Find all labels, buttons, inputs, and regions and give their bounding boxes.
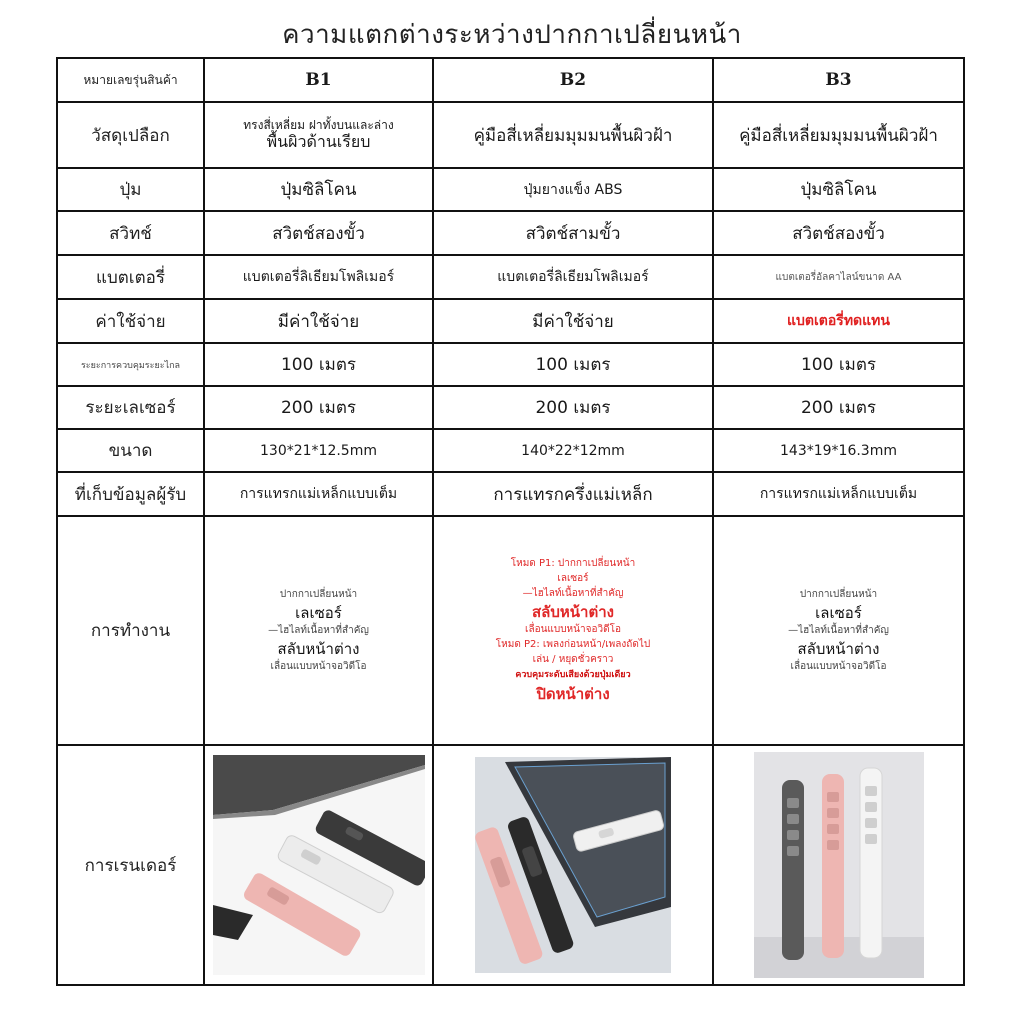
cell-b3: 100 เมตร — [713, 343, 964, 386]
cell-b2: 140*22*12mm — [433, 429, 713, 472]
cell-b2: มีค่าใช้จ่าย — [433, 299, 713, 343]
cell-b2: 200 เมตร — [433, 386, 713, 429]
model-b3: B3 — [713, 58, 964, 102]
table-row — [57, 102, 964, 168]
row-label: การเรนเดอร์ — [57, 745, 204, 985]
row-label: ปุ่ม — [57, 168, 204, 211]
cell-b1: มีค่าใช้จ่าย — [204, 299, 433, 343]
cell-b3: 200 เมตร — [713, 386, 964, 429]
op-line: ปากกาเปลี่ยนหน้า — [799, 588, 878, 600]
cell-b3: คู่มือสี่เหลี่ยมมุมมนพื้นผิวฝ้า — [713, 102, 964, 168]
op-line: สลับหน้าต่าง — [797, 639, 880, 658]
cell-b2: ปุ่มยางแข็ง ABS — [433, 168, 713, 211]
row-label: ค่าใช้จ่าย — [57, 299, 204, 343]
op-line: —ไฮไลท์เนื้อหาที่สำคัญ — [788, 624, 889, 636]
comparison-table — [56, 57, 965, 986]
cell-b1: 130*21*12.5mm — [204, 429, 433, 472]
cell-b3: การแทรกแม่เหล็กแบบเต็ม — [713, 472, 964, 516]
table-row — [57, 299, 964, 343]
op-line: ปิดหน้าต่าง — [536, 684, 610, 703]
table-row — [57, 168, 964, 211]
row-label: ระยะเลเซอร์ — [57, 386, 204, 429]
page-title: ความแตกต่างระหว่างปากกาเปลี่ยนหน้า — [282, 20, 742, 50]
op-line: สลับหน้าต่าง — [532, 603, 614, 622]
row-label: ระยะการควบคุมระยะไกล — [57, 343, 204, 386]
op-line: เลเซอร์ — [557, 573, 589, 585]
row-label: ขนาด — [57, 429, 204, 472]
render-b3 — [713, 745, 964, 985]
cell-b3: 143*19*16.3mm — [713, 429, 964, 472]
cell-b1-line2: พื้นผิวด้านเรียบ — [266, 132, 371, 151]
model-b2: B2 — [433, 58, 713, 102]
op-line: เลเซอร์ — [295, 603, 342, 622]
cell-b3: แบตเตอรี่ทดแทน — [713, 299, 964, 343]
cell-b1 — [204, 102, 433, 168]
row-label: ที่เก็บข้อมูลผู้รับ — [57, 472, 204, 516]
b1-pens-image — [213, 755, 425, 975]
row-label: สวิทช์ — [57, 211, 204, 255]
b2-pens-image — [475, 757, 671, 973]
render-row — [57, 745, 964, 985]
cell-b3: ปุ่มซิลิโคน — [713, 168, 964, 211]
header-label: หมายเลขรุ่นสินค้า — [57, 58, 204, 102]
cell-b3: แบตเตอรี่อัลคาไลน์ขนาด AA — [713, 255, 964, 299]
cell-b2: คู่มือสี่เหลี่ยมมุมมนพื้นผิวฝ้า — [433, 102, 713, 168]
operation-b2 — [433, 516, 713, 745]
cell-b2: 100 เมตร — [433, 343, 713, 386]
op-line: เลื่อนแบบหน้าจอวิดีโอ — [270, 660, 367, 672]
cell-b1: 100 เมตร — [204, 343, 433, 386]
operation-b3 — [713, 516, 964, 745]
header-row — [57, 58, 964, 102]
row-label: การทำงาน — [57, 516, 204, 745]
render-b2 — [433, 745, 713, 985]
op-line: เลเซอร์ — [815, 603, 862, 622]
cell-b2: การแทรกครึ่งแม่เหล็ก — [433, 472, 713, 516]
table-row — [57, 211, 964, 255]
operation-b1 — [204, 516, 433, 745]
row-label: แบตเตอรี่ — [57, 255, 204, 299]
cell-b2: แบตเตอรี่ลิเธียมโพลิเมอร์ — [433, 255, 713, 299]
op-line: เล่น / หยุดชั่วคราว — [532, 654, 614, 666]
op-line: โหมด P1: ปากกาเปลี่ยนหน้า — [510, 558, 636, 570]
cell-b1: สวิตช์สองขั้ว — [204, 211, 433, 255]
cell-b1: การแทรกแม่เหล็กแบบเต็ม — [204, 472, 433, 516]
operation-row — [57, 516, 964, 745]
cell-b3: สวิตช์สองขั้ว — [713, 211, 964, 255]
table-row — [57, 386, 964, 429]
op-line: ปากกาเปลี่ยนหน้า — [279, 588, 358, 600]
model-b1: B1 — [204, 58, 433, 102]
table-row — [57, 472, 964, 516]
cell-b1: 200 เมตร — [204, 386, 433, 429]
cell-b1: ปุ่มซิลิโคน — [204, 168, 433, 211]
row-label: วัสดุเปลือก — [57, 102, 204, 168]
op-line: —ไฮไลท์เนื้อหาที่สำคัญ — [268, 624, 369, 636]
op-line: เลื่อนแบบหน้าจอวิดีโอ — [790, 660, 887, 672]
cell-b2: สวิตช์สามขั้ว — [433, 211, 713, 255]
op-line: สลับหน้าต่าง — [277, 639, 360, 658]
cell-b1-line1: ทรงสี่เหลี่ยม ฝาทั้งบนและล่าง — [243, 118, 394, 132]
b3-pens-image — [754, 752, 924, 978]
render-b1 — [204, 745, 433, 985]
table-row — [57, 255, 964, 299]
op-line: โหมด P2: เพลงก่อนหน้า/เพลงถัดไป — [495, 639, 651, 651]
cell-b1: แบตเตอรี่ลิเธียมโพลิเมอร์ — [204, 255, 433, 299]
table-row — [57, 343, 964, 386]
op-line: เลื่อนแบบหน้าจอวิดีโอ — [525, 624, 621, 636]
table-row — [57, 429, 964, 472]
op-line: —ไฮไลท์เนื้อหาที่สำคัญ — [522, 588, 624, 600]
op-line: ควบคุมระดับเสียงด้วยปุ่มเดียว — [515, 670, 631, 681]
